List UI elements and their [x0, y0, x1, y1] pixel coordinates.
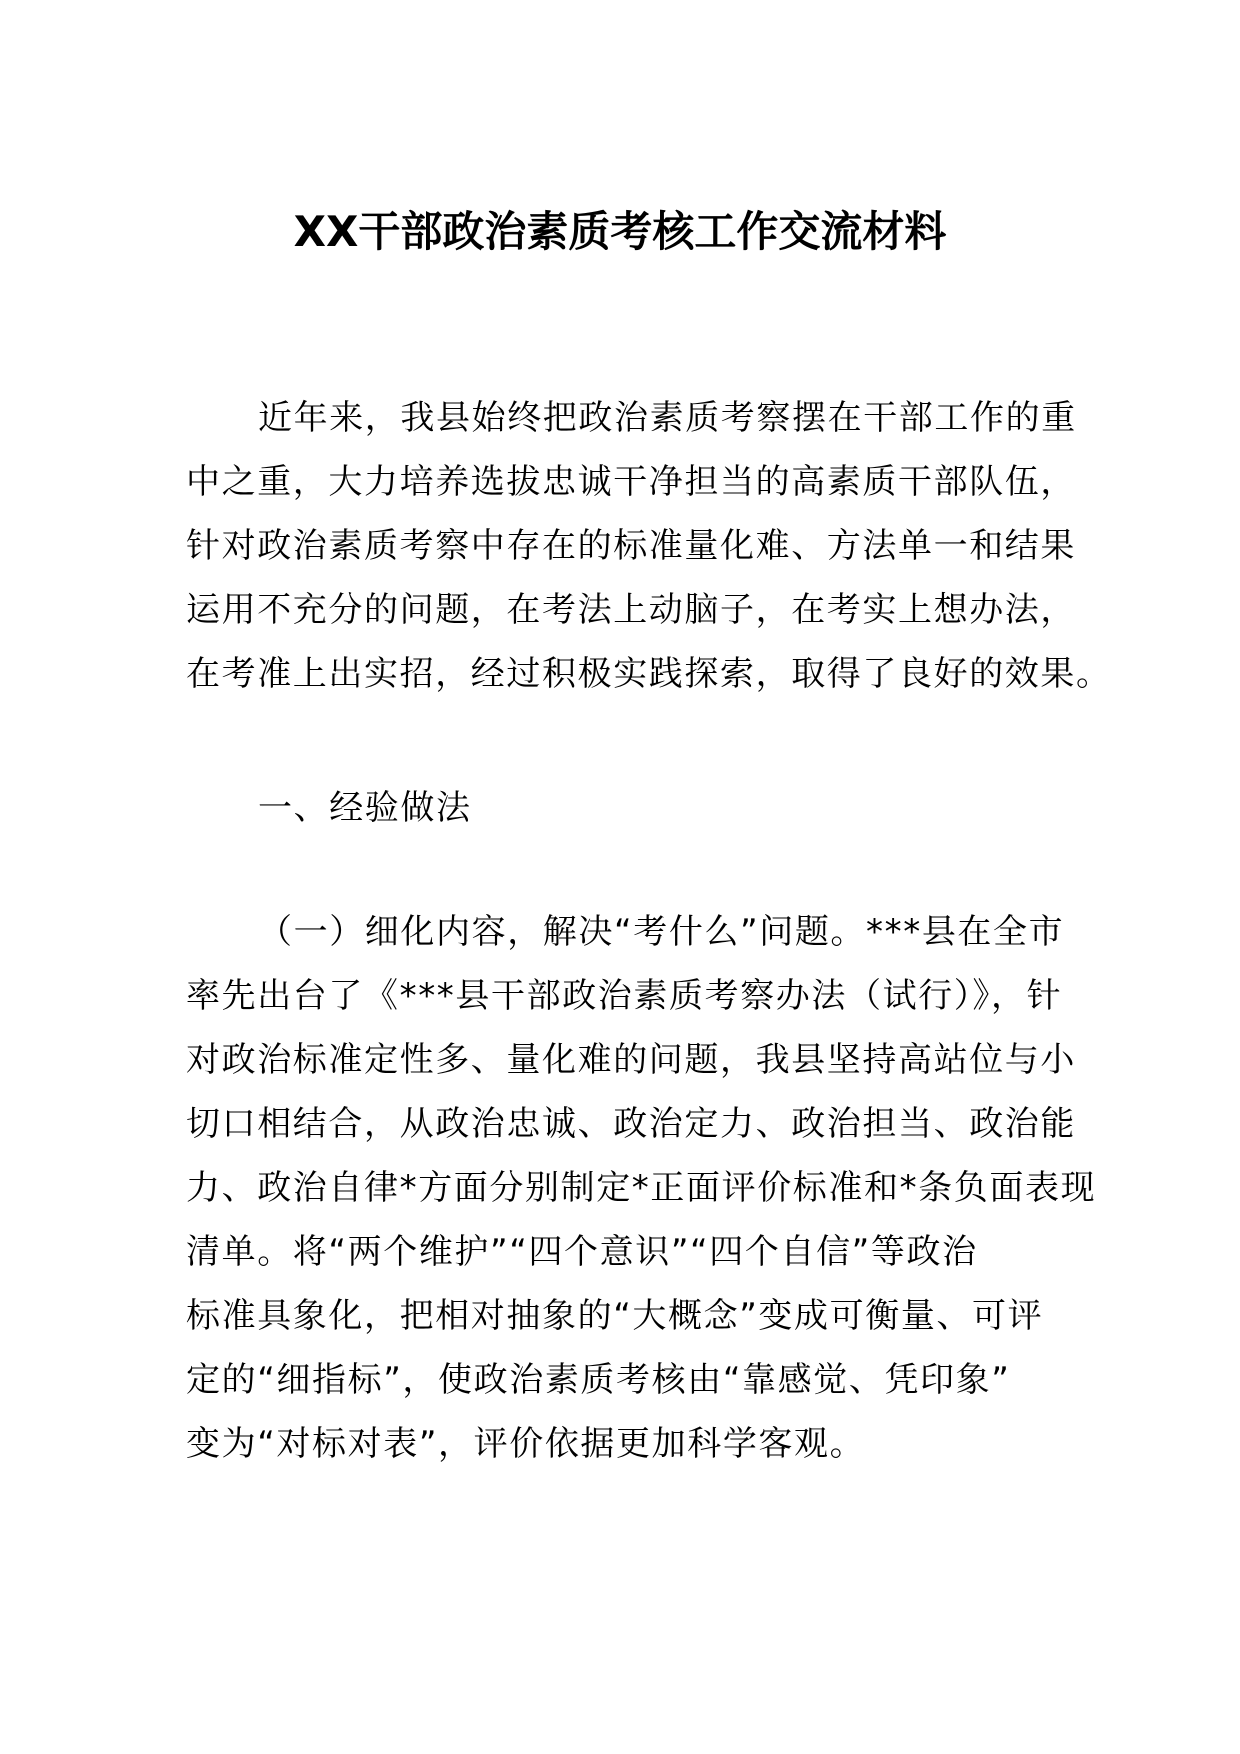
intro-paragraph: [186, 386, 1112, 706]
paragraph-line: 运用不充分的问题，在考法上动脑子，在考实上想办法，: [186, 590, 1076, 630]
paragraph-line: 针对政治素质考察中存在的标准量化难、方法单一和结果: [186, 526, 1076, 566]
paragraph-line: 标准具象化，把相对抽象的“大概念”变成可衡量、可评: [186, 1296, 1044, 1336]
paragraph-line: 清单。将“两个维护”“四个意识”“四个自信”等政治: [186, 1232, 978, 1272]
paragraph-line: 切口相结合，从政治忠诚、政治定力、政治担当、政治能: [186, 1104, 1076, 1144]
paragraph-line: （一）细化内容，解决“考什么”问题。***县在全市: [258, 912, 1065, 952]
section-heading-text: 一、经验做法: [258, 788, 472, 828]
paragraph-line: 力、政治自律*方面分别制定*正面评价标准和*条负面表现: [186, 1168, 1097, 1208]
paragraph-line: 中之重，大力培养选拔忠诚干净担当的高素质干部队伍，: [186, 462, 1076, 502]
document-title: XX干部政治素质考核工作交流材料: [293, 207, 947, 256]
paragraph-line: 近年来，我县始终把政治素质考察摆在干部工作的重: [258, 398, 1077, 438]
subsection-paragraph: [186, 900, 1097, 1476]
paragraph-line: 在考准上出实招，经过积极实践探索，取得了良好的效果。: [186, 654, 1112, 694]
paragraph-line: 定的“细指标”，使政治素质考核由“靠感觉、凭印象”: [186, 1360, 1011, 1400]
section-heading: [186, 776, 1056, 840]
paragraph-line: 变为“对标对表”，评价依据更加科学客观。: [186, 1424, 866, 1464]
paragraph-line: 率先出台了《***县干部政治素质考察办法（试行）》，针: [186, 976, 1063, 1016]
paragraph-line: 对政治标准定性多、量化难的问题，我县坚持高站位与小: [186, 1040, 1076, 1080]
